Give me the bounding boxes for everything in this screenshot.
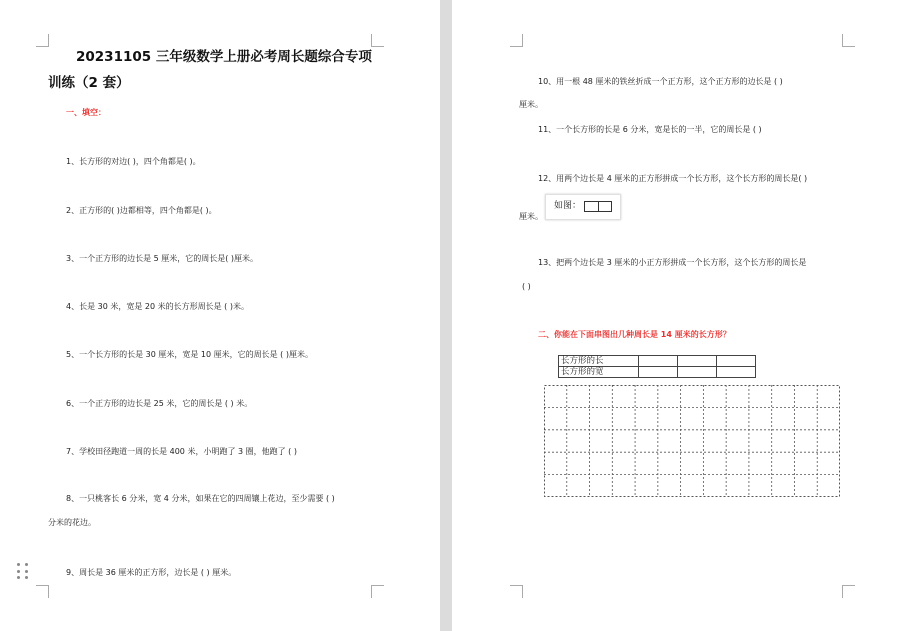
crop-mark	[371, 34, 384, 47]
answer-table	[558, 355, 756, 378]
dotted-grid-paper	[544, 385, 840, 497]
answer-cell[interactable]	[717, 356, 756, 367]
page-title-continued: 训练（2 套）	[48, 75, 130, 91]
grid-border	[545, 386, 840, 497]
answer-cell[interactable]	[639, 367, 678, 378]
question-6: 6、一个正方形的边长是 25 米，它的周长是 ( ) 米。	[66, 399, 253, 408]
crop-mark	[371, 585, 384, 598]
page-title: 20231105 三年级数学上册必考周长题综合专项	[76, 49, 372, 65]
document-page-right	[452, 0, 910, 631]
question-8-continued: 分米的花边。	[48, 518, 96, 527]
question-4: 4、长是 30 米，宽是 20 米的长方形周长是 ( )米。	[66, 302, 249, 311]
crop-mark	[36, 585, 49, 598]
question-2: 2、正方形的( )边都相等，四个角都是( )。	[66, 206, 217, 215]
drag-handle-icon[interactable]	[17, 563, 29, 581]
answer-cell[interactable]	[717, 367, 756, 378]
question-1: 1、长方形的对边( )，四个角都是( )。	[66, 157, 201, 166]
crop-mark	[842, 34, 855, 47]
question-12-continued: 厘米。	[519, 212, 543, 221]
crop-mark	[36, 34, 49, 47]
question-10: 10、用一根 48 厘米的铁丝折成一个正方形，这个正方形的边长是 ( )	[538, 77, 783, 86]
table-row	[559, 356, 756, 367]
answer-cell[interactable]	[639, 356, 678, 367]
two-squares-figure	[584, 201, 612, 212]
question-5: 5、一个长方形的长是 30 厘米，宽是 10 厘米，它的周长是 ( )厘米。	[66, 350, 313, 359]
question-13-continued: ( )	[522, 282, 531, 291]
answer-cell[interactable]	[678, 367, 717, 378]
table-row	[559, 367, 756, 378]
crop-mark	[510, 34, 523, 47]
question-3: 3、一个正方形的边长是 5 厘米，它的周长是( )厘米。	[66, 254, 259, 263]
figure-hint-label: 如图：	[554, 201, 582, 211]
table-row-label: 长方形的宽	[559, 367, 639, 378]
figure-hint	[545, 194, 621, 220]
question-7: 7、学校田径跑道一周的长是 400 米，小明跑了 3 圈，他跑了 ( )	[66, 447, 297, 456]
section-heading-draw-rectangles: 二、你能在下面串图出几种周长是 14 厘米的长方形？	[538, 330, 731, 339]
question-9: 9、周长是 36 厘米的正方形，边长是 ( ) 厘米。	[66, 568, 237, 577]
table-row-label: 长方形的长	[559, 356, 639, 367]
question-12: 12、用两个边长是 4 厘米的正方形拼成一个长方形，这个长方形的周长是( )	[538, 174, 808, 183]
crop-mark	[842, 585, 855, 598]
crop-mark	[510, 585, 523, 598]
section-heading-fill-blank: 一、填空：	[66, 108, 106, 117]
question-13: 13、把两个边长是 3 厘米的小正方形拼成一个长方形，这个长方形的周长是	[538, 258, 807, 267]
question-8: 8、一只桃客长 6 分米，宽 4 分米，如果在它的四周镶上花边，至少需要 ( )	[66, 494, 335, 503]
answer-cell[interactable]	[678, 356, 717, 367]
question-11: 11、一个长方形的长是 6 分米，宽是长的一半，它的周长是 ( )	[538, 125, 762, 134]
grid-lines	[544, 385, 840, 497]
question-10-continued: 厘米。	[519, 100, 543, 109]
document-page-left	[0, 0, 440, 631]
